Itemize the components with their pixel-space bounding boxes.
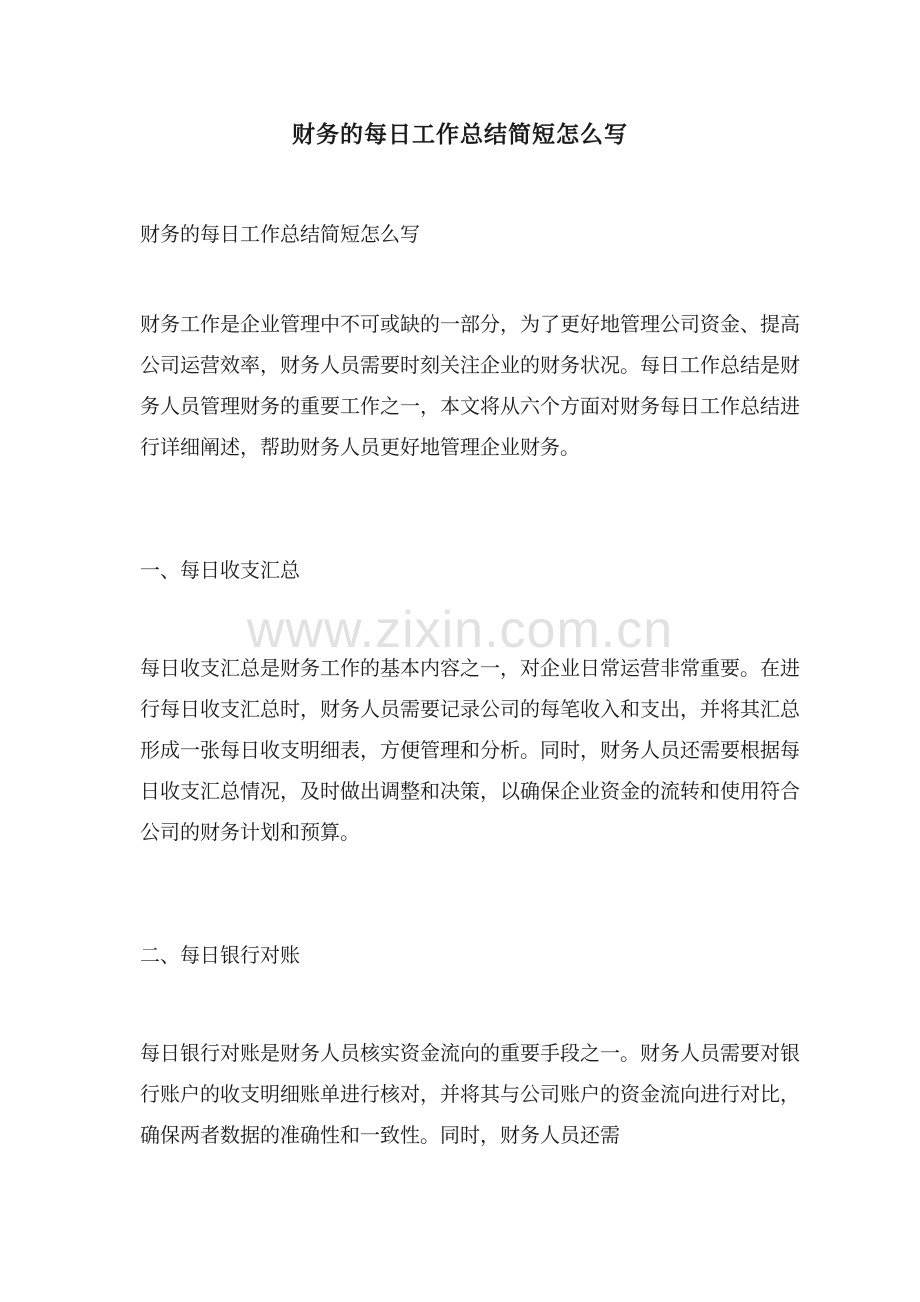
section-heading-2-text: 二、每日银行对账: [140, 943, 300, 967]
document-title: 财务的每日工作总结简短怎么写: [292, 121, 628, 148]
section-2-text: 每日银行对账是财务人员核实资金流向的重要手段之一。财务人员需要对银行账户的收支明细账单进行核对，并将其与公司账户的资金流向进行对比，确保两者数据的准确性和一致性。同时，财务人员还需: [140, 1041, 800, 1147]
document-subtitle: [140, 214, 800, 255]
intro-text: 财务工作是企业管理中不可或缺的一部分，为了更好地管理公司资金、提高公司运营效率，财务人员需要时刻关注企业的财务状况。每日工作总结是财务人员管理财务的重要工作之一，本文将从六个方面对财务每日工作总结进行详细阐述，帮助财务人员更好地管理企业财务。: [140, 312, 800, 459]
watermark: www.zixin.com.cn: [246, 601, 674, 659]
section-1-text: 每日收支汇总是财务工作的基本内容之一，对企业日常运营非常重要。在进行每日收支汇总时，财务人员需要记录公司的每笔收入和支出，并将其汇总形成一张每日收支明细表，方便管理和分析。同时，财务人员还需要根据每日收支汇总情况，及时做出调整和决策，以确保企业资金的流转和使用符合公司的财务计划和预算。: [140, 656, 800, 844]
section-heading-1: [140, 550, 800, 591]
section-2-paragraph: [140, 1033, 800, 1156]
subtitle-text: 财务的每日工作总结简短怎么写: [140, 222, 420, 246]
section-1-paragraph: [140, 648, 800, 853]
intro-paragraph: [140, 304, 800, 468]
section-heading-2: [140, 935, 800, 976]
section-heading-1-text: 一、每日收支汇总: [140, 558, 300, 582]
